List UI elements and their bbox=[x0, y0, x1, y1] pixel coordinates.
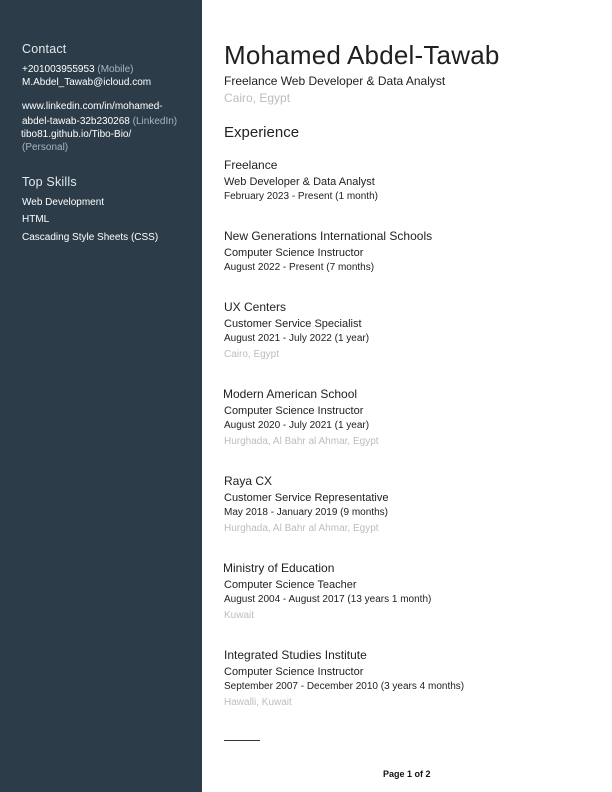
divider-line bbox=[224, 740, 260, 741]
email-link[interactable]: M.Abdel_Tawab@icloud.com bbox=[22, 77, 152, 88]
linkedin-link-line2[interactable]: abdel-tawab-32b230268 bbox=[22, 116, 130, 127]
linkedin-type: (LinkedIn) bbox=[132, 116, 178, 127]
experience-entry bbox=[224, 158, 594, 206]
experience-entry bbox=[223, 561, 593, 622]
page-number: Page 1 of 2 bbox=[383, 769, 431, 779]
contact-heading: Contact bbox=[22, 42, 67, 56]
experience-entry bbox=[224, 300, 594, 361]
experience-entry bbox=[224, 648, 594, 709]
job-dates: May 2018 - January 2019 (9 months) bbox=[224, 507, 388, 518]
skill-item: HTML bbox=[22, 214, 50, 225]
job-dates: August 2021 - July 2022 (1 year) bbox=[224, 333, 370, 344]
company-name: Integrated Studies Institute bbox=[224, 648, 367, 662]
experience-entry bbox=[224, 474, 594, 535]
job-title: Web Developer & Data Analyst bbox=[224, 176, 375, 188]
person-name: Mohamed Abdel-Tawab bbox=[224, 40, 500, 70]
skill-item: Web Development bbox=[22, 197, 105, 208]
job-location: Hurghada, Al Bahr al Ahmar, Egypt bbox=[224, 436, 379, 447]
experience-entry bbox=[223, 387, 593, 448]
job-location: Cairo, Egypt bbox=[224, 349, 280, 360]
skill-item: Cascading Style Sheets (CSS) bbox=[22, 232, 159, 243]
location: Cairo, Egypt bbox=[224, 91, 291, 105]
headline: Freelance Web Developer & Data Analyst bbox=[224, 74, 446, 88]
job-location: Hurghada, Al Bahr al Ahmar, Egypt bbox=[224, 523, 379, 534]
personal-type: (Personal) bbox=[22, 142, 69, 153]
job-title: Computer Science Teacher bbox=[224, 579, 357, 591]
company-name: Modern American School bbox=[223, 387, 358, 401]
job-title: Customer Service Specialist bbox=[224, 318, 362, 330]
company-name: New Generations International Schools bbox=[224, 229, 433, 243]
phone-number[interactable]: +201003955953 bbox=[22, 64, 95, 75]
company-name: Ministry of Education bbox=[223, 561, 335, 575]
job-dates: August 2004 - August 2017 (13 years 1 month) bbox=[224, 594, 432, 605]
job-title: Computer Science Instructor bbox=[224, 247, 364, 259]
company-name: Raya CX bbox=[224, 474, 273, 488]
linkedin-link-line1[interactable]: www.linkedin.com/in/mohamed- bbox=[22, 101, 163, 112]
skills-heading: Top Skills bbox=[22, 175, 77, 189]
job-title: Computer Science Instructor bbox=[224, 666, 364, 678]
job-dates: February 2023 - Present (1 month) bbox=[224, 191, 378, 202]
job-dates: September 2007 - December 2010 (3 years 4 months) bbox=[224, 681, 465, 692]
job-location: Hawalli, Kuwait bbox=[224, 697, 292, 708]
job-location: Kuwait bbox=[224, 610, 255, 621]
job-title: Customer Service Representative bbox=[224, 492, 389, 504]
job-dates: August 2020 - July 2021 (1 year) bbox=[224, 420, 370, 431]
phone-type: (Mobile) bbox=[97, 64, 134, 75]
job-title: Computer Science Instructor bbox=[224, 405, 364, 417]
job-dates: August 2022 - Present (7 months) bbox=[224, 262, 375, 273]
experience-entry bbox=[224, 229, 594, 277]
company-name: UX Centers bbox=[224, 300, 287, 314]
personal-site-link[interactable]: tibo81.github.io/Tibo-Bio/ bbox=[21, 129, 132, 140]
company-name: Freelance bbox=[224, 158, 278, 172]
experience-heading: Experience bbox=[224, 124, 300, 141]
